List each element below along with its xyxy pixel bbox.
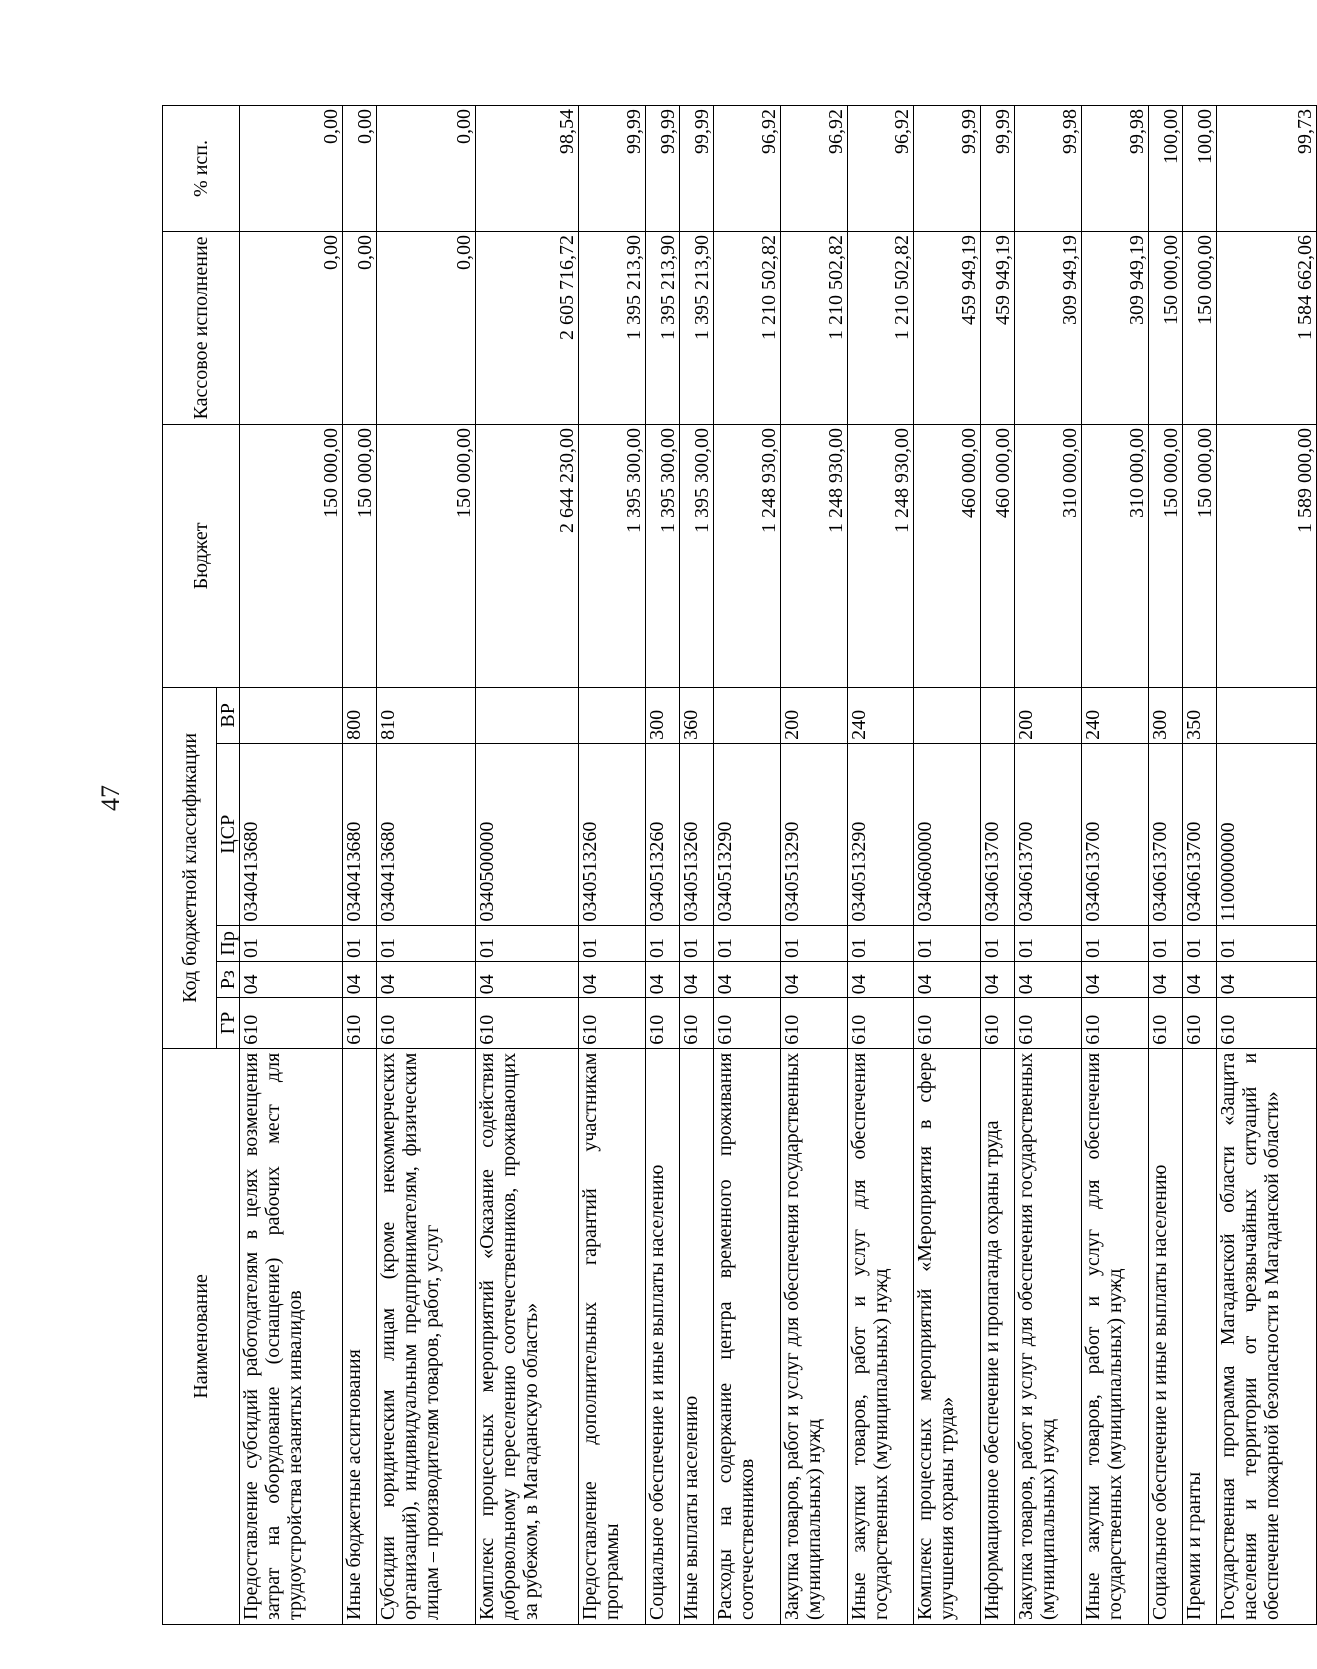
cell-budget: 460 000,00	[981, 424, 1015, 687]
header-name: Наименование	[163, 1048, 240, 1624]
cell-pct: 0,00	[342, 106, 376, 232]
cell-budget: 1 248 930,00	[847, 424, 914, 687]
cell-csr: 0340613700	[981, 743, 1015, 925]
cell-cash: 459 949,19	[914, 231, 981, 424]
cell-gr: 610	[476, 998, 579, 1048]
cell-rz: 04	[1082, 962, 1149, 998]
cell-vr	[476, 687, 579, 743]
cell-pct: 99,73	[1217, 106, 1317, 232]
cell-name: Комплекс процессных мероприятий «Мероприятия в сфере улучшения охраны труда»	[914, 1048, 981, 1624]
cell-csr: 0340613700	[1015, 743, 1082, 925]
cell-gr: 610	[981, 998, 1015, 1048]
cell-budget: 1 589 000,00	[1217, 424, 1317, 687]
cell-gr: 610	[342, 998, 376, 1048]
header-gr: ГР	[217, 998, 240, 1048]
cell-name: Иные закупки товаров, работ и услуг для обеспечения государственных (муниципальных) нужд	[847, 1048, 914, 1624]
cell-budget: 150 000,00	[342, 424, 376, 687]
cell-cash: 1 210 502,82	[713, 231, 780, 424]
cell-pr: 01	[1217, 925, 1317, 961]
cell-budget: 310 000,00	[1082, 424, 1149, 687]
cell-name: Закупка товаров, работ и услуг для обеспечения государственных (муниципальных) нужд	[780, 1048, 847, 1624]
cell-budget: 1 248 930,00	[713, 424, 780, 687]
cell-rz: 04	[914, 962, 981, 998]
cell-cash: 0,00	[376, 231, 476, 424]
cell-csr: 0340613700	[1082, 743, 1149, 925]
table-row	[1217, 106, 1317, 1625]
cell-budget: 2 644 230,00	[476, 424, 579, 687]
cell-cash: 0,00	[240, 231, 343, 424]
cell-pr: 01	[713, 925, 780, 961]
cell-name: Иные бюджетные ассигнования	[342, 1048, 376, 1624]
table-row	[679, 106, 713, 1625]
table-row	[342, 106, 376, 1625]
cell-cash: 1 210 502,82	[847, 231, 914, 424]
cell-gr: 610	[1149, 998, 1183, 1048]
cell-rz: 04	[1015, 962, 1082, 998]
table-row	[847, 106, 914, 1625]
cell-pct: 0,00	[376, 106, 476, 232]
table-row	[914, 106, 981, 1625]
table-row	[645, 106, 679, 1625]
cell-gr: 610	[1183, 998, 1217, 1048]
cell-pr: 01	[1015, 925, 1082, 961]
cell-pct: 99,99	[645, 106, 679, 232]
cell-vr	[713, 687, 780, 743]
cell-budget: 150 000,00	[240, 424, 343, 687]
cell-vr: 200	[780, 687, 847, 743]
cell-csr: 0340613700	[1149, 743, 1183, 925]
cell-pct: 99,98	[1082, 106, 1149, 232]
cell-pct: 99,99	[981, 106, 1015, 232]
cell-budget: 150 000,00	[376, 424, 476, 687]
cell-pct: 100,00	[1149, 106, 1183, 232]
cell-pr: 01	[240, 925, 343, 961]
cell-name: Предоставление дополнительных гарантий участникам программы	[578, 1048, 645, 1624]
cell-csr: 0340613700	[1183, 743, 1217, 925]
cell-pr: 01	[847, 925, 914, 961]
cell-pr: 01	[1149, 925, 1183, 961]
cell-vr: 200	[1015, 687, 1082, 743]
cell-csr: 0340600000	[914, 743, 981, 925]
cell-gr: 610	[847, 998, 914, 1048]
cell-cash: 0,00	[342, 231, 376, 424]
cell-pr: 01	[679, 925, 713, 961]
page-number: 47	[96, 785, 125, 811]
cell-pr: 01	[645, 925, 679, 961]
cell-csr: 0340413680	[342, 743, 376, 925]
cell-vr	[578, 687, 645, 743]
cell-gr: 610	[1015, 998, 1082, 1048]
table-row	[1149, 106, 1183, 1625]
cell-cash: 1 395 213,90	[679, 231, 713, 424]
cell-gr: 610	[713, 998, 780, 1048]
cell-budget: 1 395 300,00	[578, 424, 645, 687]
cell-csr: 0340413680	[240, 743, 343, 925]
cell-rz: 04	[847, 962, 914, 998]
cell-vr: 810	[376, 687, 476, 743]
cell-rz: 04	[679, 962, 713, 998]
cell-gr: 610	[780, 998, 847, 1048]
table-row	[1082, 106, 1149, 1625]
cell-cash: 150 000,00	[1183, 231, 1217, 424]
cell-gr: 610	[679, 998, 713, 1048]
cell-rz: 04	[645, 962, 679, 998]
table-row	[376, 106, 476, 1625]
cell-pct: 96,92	[713, 106, 780, 232]
cell-vr: 800	[342, 687, 376, 743]
cell-pr: 01	[578, 925, 645, 961]
cell-rz: 04	[376, 962, 476, 998]
cell-rz: 04	[713, 962, 780, 998]
cell-pct: 96,92	[780, 106, 847, 232]
cell-cash: 1 210 502,82	[780, 231, 847, 424]
cell-name: Премии и гранты	[1183, 1048, 1217, 1624]
cell-gr: 610	[578, 998, 645, 1048]
cell-name: Закупка товаров, работ и услуг для обеспечения государственных (муниципальных) нужд	[1015, 1048, 1082, 1624]
cell-csr: 0340513290	[847, 743, 914, 925]
cell-pr: 01	[1082, 925, 1149, 961]
cell-budget: 460 000,00	[914, 424, 981, 687]
table-row	[1015, 106, 1082, 1625]
cell-pr: 01	[981, 925, 1015, 961]
cell-gr: 610	[645, 998, 679, 1048]
cell-name: Расходы на содержание центра временного проживания соотечественников	[713, 1048, 780, 1624]
cell-vr	[981, 687, 1015, 743]
cell-rz: 04	[1149, 962, 1183, 998]
table-row	[240, 106, 343, 1625]
cell-gr: 610	[376, 998, 476, 1048]
header-vr: ВР	[217, 687, 240, 743]
cell-budget: 1 248 930,00	[780, 424, 847, 687]
cell-budget: 1 395 300,00	[679, 424, 713, 687]
table-row	[713, 106, 780, 1625]
cell-cash: 1 395 213,90	[645, 231, 679, 424]
cell-name: Информационное обеспечение и пропаганда охраны труда	[981, 1048, 1015, 1624]
cell-cash: 459 949,19	[981, 231, 1015, 424]
cell-csr: 0340513290	[713, 743, 780, 925]
cell-vr: 300	[1149, 687, 1183, 743]
cell-rz: 04	[981, 962, 1015, 998]
cell-name: Иные закупки товаров, работ и услуг для обеспечения государственных (муниципальных) нужд	[1082, 1048, 1149, 1624]
cell-rz: 04	[1183, 962, 1217, 998]
cell-csr: 0340500000	[476, 743, 579, 925]
cell-vr	[1217, 687, 1317, 743]
cell-cash: 309 949,19	[1082, 231, 1149, 424]
cell-pct: 99,99	[578, 106, 645, 232]
cell-cash: 1 395 213,90	[578, 231, 645, 424]
header-pct: % исп.	[163, 106, 240, 232]
header-pr: Пр	[217, 925, 240, 961]
cell-pct: 0,00	[240, 106, 343, 232]
cell-name: Предоставление субсидий работодателям в целях возмещения затрат на оборудование (оснащение) рабочих мест для трудоустройства незанятых инвалидов	[240, 1048, 343, 1624]
header-budget: Бюджет	[163, 424, 240, 687]
cell-vr: 360	[679, 687, 713, 743]
cell-rz: 04	[476, 962, 579, 998]
cell-csr: 0340513290	[780, 743, 847, 925]
rotated-table-container	[162, 105, 1317, 1625]
cell-pct: 99,99	[679, 106, 713, 232]
cell-vr: 300	[645, 687, 679, 743]
cell-name: Иные выплаты населению	[679, 1048, 713, 1624]
cell-name: Социальное обеспечение и иные выплаты населению	[1149, 1048, 1183, 1624]
cell-pct: 98,54	[476, 106, 579, 232]
header-csr: ЦСР	[217, 743, 240, 925]
cell-gr: 610	[1082, 998, 1149, 1048]
cell-gr: 610	[240, 998, 343, 1048]
cell-pct: 96,92	[847, 106, 914, 232]
table-row	[476, 106, 579, 1625]
cell-pr: 01	[476, 925, 579, 961]
table-row	[981, 106, 1015, 1625]
cell-rz: 04	[240, 962, 343, 998]
cell-pct: 99,99	[914, 106, 981, 232]
cell-rz: 04	[1217, 962, 1317, 998]
cell-cash: 1 584 662,06	[1217, 231, 1317, 424]
cell-pr: 01	[914, 925, 981, 961]
table-row	[578, 106, 645, 1625]
header-cash: Кассовое исполнение	[163, 231, 240, 424]
cell-pct: 99,98	[1015, 106, 1082, 232]
budget-execution-table	[162, 105, 1317, 1625]
cell-csr: 1100000000	[1217, 743, 1317, 925]
cell-vr: 240	[847, 687, 914, 743]
cell-rz: 04	[780, 962, 847, 998]
table-row	[780, 106, 847, 1625]
table-row	[1183, 106, 1217, 1625]
cell-rz: 04	[342, 962, 376, 998]
cell-pct: 100,00	[1183, 106, 1217, 232]
cell-vr	[240, 687, 343, 743]
table-body	[240, 106, 1317, 1625]
cell-csr: 0340513260	[578, 743, 645, 925]
cell-budget: 150 000,00	[1183, 424, 1217, 687]
cell-pr: 01	[780, 925, 847, 961]
cell-csr: 0340413680	[376, 743, 476, 925]
header-code-group: Код бюджетной классификации	[163, 687, 217, 1048]
cell-name: Субсидии юридическим лицам (кроме некоммерческих организаций), индивидуальным предпринимателям, физическим лицам – производителям товаров, работ, услуг	[376, 1048, 476, 1624]
cell-budget: 1 395 300,00	[645, 424, 679, 687]
cell-cash: 150 000,00	[1149, 231, 1183, 424]
cell-budget: 310 000,00	[1015, 424, 1082, 687]
cell-cash: 2 605 716,72	[476, 231, 579, 424]
cell-name: Комплекс процессных мероприятий «Оказание содействия добровольному переселению соотечественников, проживающих за рубежом, в Магаданскую область»	[476, 1048, 579, 1624]
cell-name: Государственная программа Магаданской области «Защита населения и территории от чрезвычайных ситуаций и обеспечение пожарной безопасности в Магаданской области»	[1217, 1048, 1317, 1624]
cell-cash: 309 949,19	[1015, 231, 1082, 424]
header-rz: Рз	[217, 962, 240, 998]
cell-csr: 0340513260	[645, 743, 679, 925]
cell-gr: 610	[914, 998, 981, 1048]
cell-pr: 01	[1183, 925, 1217, 961]
cell-vr: 350	[1183, 687, 1217, 743]
cell-rz: 04	[578, 962, 645, 998]
cell-budget: 150 000,00	[1149, 424, 1183, 687]
cell-vr: 240	[1082, 687, 1149, 743]
cell-pr: 01	[342, 925, 376, 961]
cell-csr: 0340513260	[679, 743, 713, 925]
cell-name: Социальное обеспечение и иные выплаты населению	[645, 1048, 679, 1624]
cell-vr	[914, 687, 981, 743]
cell-pr: 01	[376, 925, 476, 961]
cell-gr: 610	[1217, 998, 1317, 1048]
